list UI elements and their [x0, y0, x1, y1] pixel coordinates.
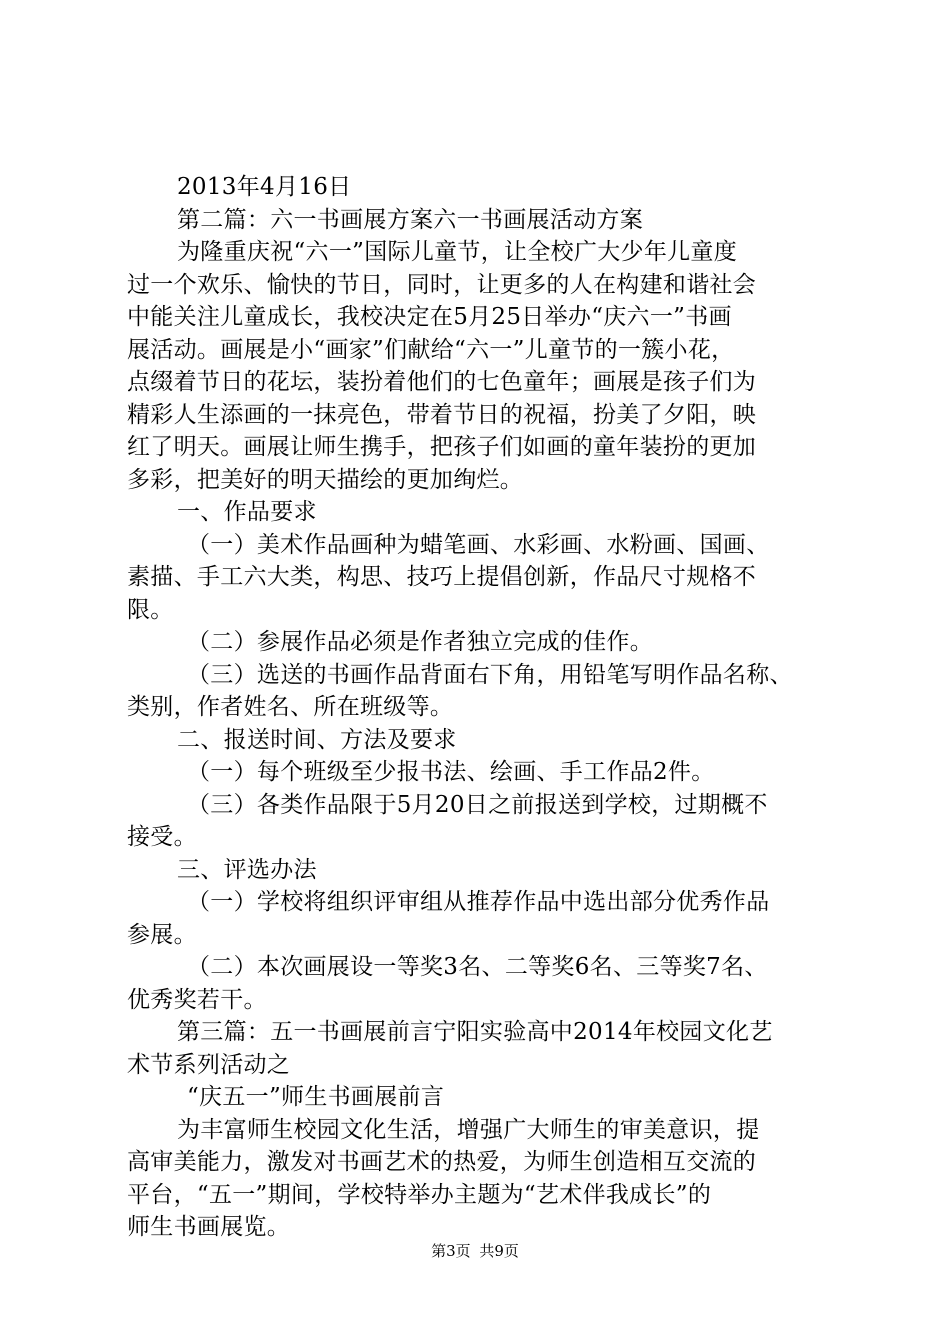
- text-line: （二）本次画展设一等奖3名、二等奖6名、三等奖7名、: [187, 954, 768, 980]
- text-line: 素描、手工六大类，构思、技巧上提倡创新，作品尺寸规格不: [127, 564, 757, 590]
- text-line: 接受。: [127, 824, 197, 850]
- text-line: （一）美术作品画种为蜡笔画、水彩画、水粉画、国画、: [187, 531, 770, 558]
- text-line: 展活动。画展是小“画家”们献给“六一”儿童节的一簇小花，: [127, 336, 735, 363]
- text-line: 第二篇：六一书画展方案六一书画展活动方案: [177, 206, 643, 233]
- text-line: 师生书画展览。: [127, 1214, 291, 1240]
- text-line: 术节系列活动之: [127, 1051, 291, 1078]
- text-line: 类别，作者姓名、所在班级等。: [127, 694, 454, 720]
- page-total: 共9页: [479, 1242, 519, 1260]
- text-line: 一、作品要求: [177, 499, 317, 525]
- text-line: 限。: [127, 596, 174, 623]
- text-line: （一）每个班级至少报书法、绘画、手工作品2件。: [187, 759, 715, 785]
- text-line: 优秀奖若干。: [127, 986, 267, 1013]
- text-line: 多彩，把美好的明天描绘的更加绚烂。: [127, 466, 524, 493]
- text-line: 精彩人生添画的一抹亮色，带着节日的祝福，扮美了夕阳，映: [127, 401, 757, 428]
- text-line: 高审美能力，激发对书画艺术的热爱，为师生创造相互交流的: [127, 1149, 757, 1175]
- text-line: “庆五一”师生书画展前言: [187, 1084, 445, 1110]
- text-line: 二、报送时间、方法及要求: [177, 726, 457, 753]
- text-line: 过一个欢乐、愉快的节日，同时，让更多的人在构建和谐社会: [127, 271, 757, 298]
- text-line: 平台，“五一”期间，学校特举办主题为“艺术伴我成长”的: [127, 1181, 712, 1208]
- text-line: 参展。: [127, 921, 197, 948]
- text-line: （二）参展作品必须是作者独立完成的佳作。: [187, 629, 653, 655]
- text-line: 为隆重庆祝“六一”国际儿童节，让全校广大少年儿童度: [177, 239, 738, 265]
- text-line: 第三篇：五一书画展前言宁阳实验高中2014年校园文化艺: [177, 1019, 773, 1045]
- text-line: （三）选送的书画作品背面右下角，用铅笔写明作品名称、: [187, 661, 793, 688]
- text-line: 2013年4月16日: [177, 174, 352, 200]
- page-number: 第3页: [431, 1242, 471, 1260]
- document-body: [127, 171, 837, 1244]
- text-line: 三、评选办法: [177, 856, 317, 883]
- text-line: （三）各类作品限于5月20日之前报送到学校，过期概不: [187, 791, 768, 818]
- text-line: 中能关注儿童成长，我校决定在5月25日举办“庆六一”书画: [127, 304, 732, 330]
- text-line: 点缀着节日的花坛，装扮着他们的七色童年；画展是孩子们为: [127, 369, 757, 395]
- text-line: 红了明天。画展让师生携手，把孩子们如画的童年装扮的更加: [127, 434, 757, 460]
- page-footer: [0, 1240, 950, 1261]
- text-line: 为丰富师生校园文化生活，增强广大师生的审美意识，提: [177, 1116, 760, 1143]
- text-line: （一）学校将组织评审组从推荐作品中选出部分优秀作品: [187, 889, 770, 915]
